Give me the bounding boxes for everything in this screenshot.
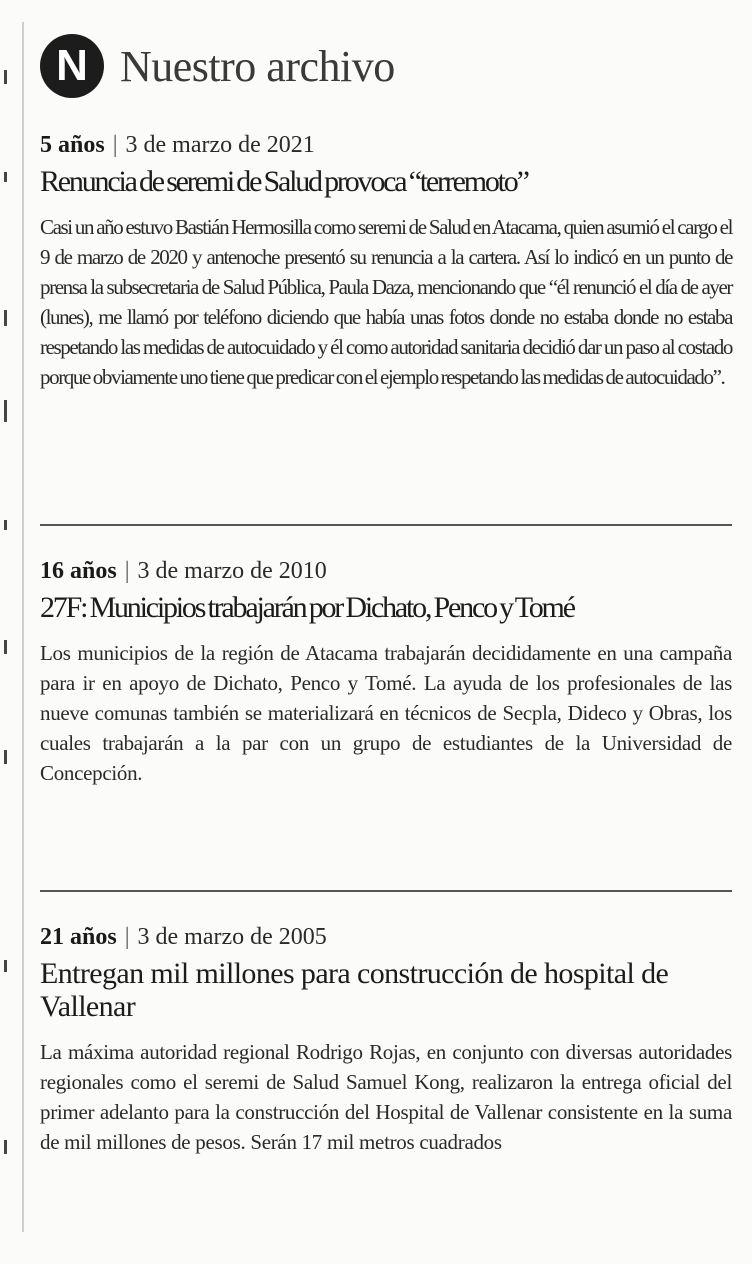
item-headline: 27F: Municipios trabajarán por Dichato, Penco y Tomé	[40, 591, 574, 624]
gutter-mark	[4, 1140, 7, 1154]
item-date: 3 de marzo de 2005	[137, 924, 327, 950]
item-meta	[40, 558, 732, 585]
gutter-mark	[4, 310, 7, 326]
divider	[40, 524, 732, 526]
column-rule	[22, 22, 24, 1232]
meta-separator: |	[112, 132, 118, 158]
item-body: La máxima autoridad regional Rodrigo Rojas, en conjunto con diversas autoridades regionales como el seremi de Salud Samuel Kong, realizaron la entrega oficial del primer adelanto para la construcción del Hospital de Vallenar consistente en la suma de mil millones de pesos. Serán 17 mil metros cuadrados	[40, 1040, 732, 1154]
gutter-mark	[4, 520, 7, 530]
archive-item	[40, 558, 732, 788]
item-meta	[40, 132, 732, 159]
gutter-mark	[4, 400, 7, 422]
meta-separator: |	[124, 558, 130, 584]
divider	[40, 890, 732, 892]
page-gutter	[0, 0, 22, 1264]
archive-item	[40, 132, 732, 392]
section-title: Nuestro archivo	[120, 41, 395, 91]
gutter-mark	[4, 70, 7, 84]
item-body: Los municipios de la región de Atacama trabajarán decididamente en una campaña para ir en apoyo de Dichato, Penco y Tomé. La ayuda de los profesionales de las nueve comunas también se materializará en técnicos de Secpla, Dideco y Obras, los cuales trabajarán a la par con un grupo de estudiantes de la Universidad de Concepción.	[40, 641, 732, 785]
gutter-mark	[4, 960, 7, 972]
item-body: Casi un año estuvo Bastián Hermosilla como seremi de Salud en Atacama, quien asumió el cargo el 9 de marzo de 2020 y antenoche presentó su renuncia a la cartera. Así lo indicó en un punto de prensa la subsecretaria de Salud Pública, Paula Daza, mencionando que “él renunció el día de ayer (lunes), me llamó por teléfono diciendo que había unas fotos donde no estaba donde no estaba respetando las medidas de autocuidado y él como autoridad sanitaria decidió dar un paso al costado porque obviamente uno tiene que predicar con el ejemplo respetando las medidas de autocuidado”.	[40, 215, 732, 389]
years-ago: 21 años	[40, 924, 117, 950]
item-meta	[40, 924, 732, 951]
archive-item	[40, 924, 732, 1157]
gutter-mark	[4, 750, 7, 764]
gutter-mark	[4, 172, 7, 182]
item-date: 3 de marzo de 2010	[137, 558, 327, 584]
newspaper-logo: N	[40, 34, 104, 98]
item-headline: Entregan mil millones para construcción de hospital de Vallenar	[40, 957, 669, 1023]
gutter-mark	[4, 640, 7, 654]
section-header	[40, 34, 395, 98]
item-headline: Renuncia de seremi de Salud provoca “terremoto”	[40, 165, 528, 198]
years-ago: 5 años	[40, 132, 105, 158]
years-ago: 16 años	[40, 558, 117, 584]
item-date: 3 de marzo de 2021	[125, 132, 315, 158]
meta-separator: |	[124, 924, 130, 950]
